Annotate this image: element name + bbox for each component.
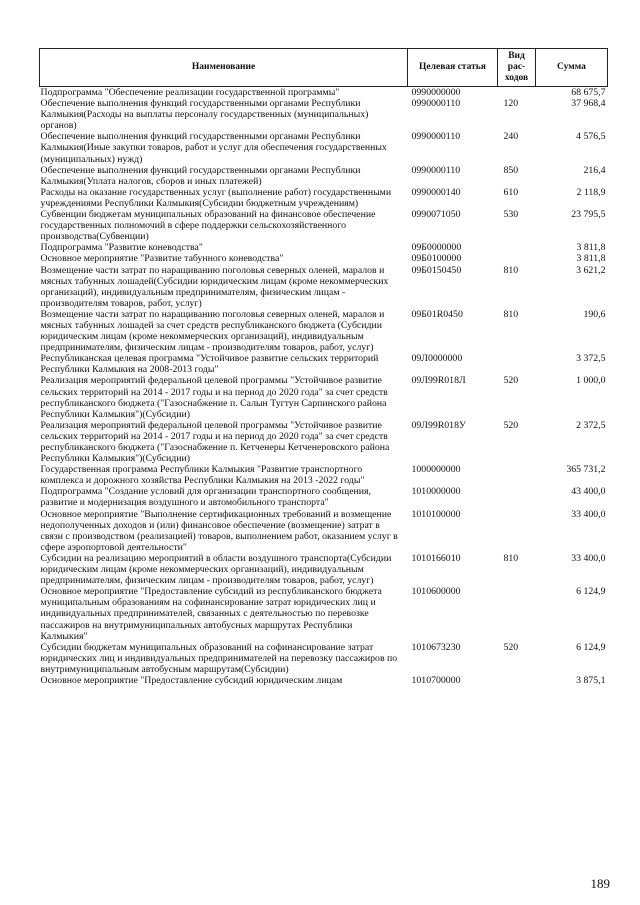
row-sum: 216,4 [583,164,606,176]
row-code: 1000000000 [411,464,461,476]
table-row [40,353,608,375]
row-type: 810 [503,552,519,564]
row-sum: 3 811,8 [576,253,606,265]
row-code: 0990071050 [411,209,461,221]
table-row [40,98,608,131]
row-type [498,464,536,486]
row-name: Основное мероприятие "Предоставление субсидий из республиканского бюджета муниципальным образованиям на софинансирование затрат юридических лиц и индивидуальных предпринимателей, связанных с деятельностью по перевозке пассажиров на внутримуниципальных автобусных маршрутах Республики Калмыкия" [40,586,382,642]
row-sum: 6 124,9 [576,641,606,653]
row-type [498,509,536,553]
table-row [40,165,608,187]
row-sum: 68 675,7 [536,87,608,99]
row-code: 1010100000 [411,508,461,520]
header-name: Наименование [40,49,408,87]
row-name: Подпрограмма "Создание условий для организации транспортного сообщения, развитие и модернизация воздушного и автомобильного транспорта" [40,486,371,509]
row-name: Основное мероприятие "Развитие табунного коневодства" [40,253,284,265]
row-sum: 3 621,2 [576,264,606,276]
row-sum: 33 400,0 [571,508,606,520]
document-page [39,48,607,686]
row-code: 1010700000 [411,674,461,686]
row-sum: 3 372,5 [576,353,606,365]
table-row [40,242,608,253]
row-sum: 2 372,5 [576,419,606,431]
row-sum: 365 731,2 [566,464,606,476]
row-code: 09Б0000000 [411,242,462,254]
row-sum: 37 968,4 [571,98,606,110]
row-name: Обеспечение выполнения функций государственными органами Республики Калмыкия(Иные закупки товаров, работ и услуг для обеспечения государственных (муниципальных) нужд) [40,131,387,165]
row-code: 1010600000 [411,586,461,598]
row-type [498,353,536,375]
row-code: 0990000110 [411,131,461,143]
table-row [40,187,608,209]
table-row [40,253,608,264]
page-number: 189 [590,876,610,891]
row-sum: 6 124,9 [576,586,606,598]
row-name: Основное мероприятие "Предоставление субсидий юридическим лицам [40,674,343,686]
row-name: Субсидии бюджетам муниципальных образований на софинансирование затрат юридических лиц и индивидуальных предпринимателей на перевозку пассажиров по внутримуниципальным автобусным маршрутам(Субсидии) [40,641,398,675]
row-name: Обеспечение выполнения функций государственными органами Республики Калмыкия(Расходы на выплаты персоналу государственных (муниципальных) органов) [40,98,369,132]
row-type [498,87,536,99]
header-type: Вид рас-ходов [498,49,536,87]
row-type: 610 [503,186,519,198]
row-type [498,675,536,686]
row-sum: 3 811,8 [576,242,606,254]
table-row [40,375,608,419]
row-code: 09Л99R018Л [411,375,466,387]
row-name: Основное мероприятие "Выполнение сертификационных требований и возмещение недополученных доходов и (или) финансовое обеспечение (возмещение) затрат в связи с производством (реализацией) товаров, выполнением работ, оказанием услуг в сфере аэропортовой деятельности" [40,508,398,553]
row-name: Республиканская целевая программа "Устойчивое развитие сельских территорий Республики Калмыкия на 2008-2013 годы" [40,353,379,376]
row-name: Возмещение части затрат по наращиванию поголовья северных оленей, маралов и мясных табунных лошадей за счет средств республиканского бюджета (Субсидии юридическим лицам (кроме некоммерческих организаций), индивидуальным предпринимателям, физическим лицам - производителям товаров, работ, услуг) [40,308,385,354]
row-type: 240 [503,131,519,143]
row-sum: 3 875,1 [576,674,606,686]
table-row [40,131,608,164]
table-row [40,265,608,309]
table-row [40,87,608,99]
row-name: Возмещение части затрат по наращиванию поголовья северных оленей, маралов и мясных табунных лошадей(Субсидии юридическим лицам (кроме некоммерческих организаций), индивидуальным предпринимателям, физическим лицам - производителям товаров, работ, услуг) [40,264,389,309]
table-row [40,509,608,553]
row-sum: 1 000,0 [576,375,606,387]
row-name: Субвенции бюджетам муниципальных образований на финансовое обеспечение государственных полномочий в сфере поддержки сельскохозяйственного производства(Субвенции) [40,209,376,243]
row-name: Субсидии на реализацию мероприятий в области воздушного транспорта(Субсидии юридическим лицам (кроме некоммерческих организаций), индивидуальным предпринимателям, физическим лицам - производителям товаров, работ, услуг) [40,552,392,587]
row-type: 810 [503,264,519,276]
table-header [40,49,608,87]
budget-table [39,48,608,686]
row-code: 09Б0100000 [411,253,462,265]
row-type [498,242,536,253]
header-code: Целевая статья [408,49,498,87]
row-type: 850 [503,164,519,176]
row-code: 1010000000 [411,486,461,498]
row-type: 810 [503,308,519,320]
row-code: 09Л0000000 [411,353,463,365]
row-sum: 43 400,0 [571,486,606,498]
row-code: 0990000110 [411,164,461,176]
row-sum: 4 576,5 [576,131,606,143]
table-body [40,87,608,687]
row-sum: 33 400,0 [571,552,606,564]
row-code: 0990000110 [411,98,461,110]
table-row [40,642,608,675]
row-type: 520 [503,641,519,653]
row-sum: 2 118,9 [576,186,606,198]
row-name: Государственная программа Республики Калмыкия "Развитие транспортного комплекса и дорожного хозяйства Республики Калмыкия на 2013 -2022 годы" [40,464,365,487]
row-name: Подпрограмма "Развитие коневодства" [40,242,203,254]
table-row [40,464,608,486]
row-type: 530 [503,209,519,221]
row-type: 120 [503,98,519,110]
row-code: 1010673230 [411,641,461,653]
table-row [40,586,608,641]
table-row [40,309,608,353]
row-name: Реализация мероприятий федеральной целевой программы "Устойчивое развитие сельских территорий на 2014 - 2017 годы и на период до 2020 года" за счет средств республиканского бюджета ("Газоснабжение п. Кетченеры Кетченеровского района Республики Калмыкия")(Субсидии) [40,419,390,465]
row-code: 0990000000 [408,87,498,99]
row-code: 0990000140 [411,186,461,198]
table-row [40,675,608,686]
row-code: 09Л99R018У [411,419,466,431]
table-row [40,420,608,464]
row-code: 09Б01R0450 [411,308,463,320]
row-sum: 190,6 [583,308,606,320]
row-name: Расходы на оказание государственных услуг (выполнение работ) государственными учреждениями Республики Калмыкия(Субсидии бюджетным учреждениям) [40,186,392,209]
row-code: 09Б0150450 [411,264,462,276]
row-type [498,253,536,264]
table-row [40,553,608,586]
row-type [498,586,536,641]
row-code: 1010166010 [411,552,461,564]
row-name: Обеспечение выполнения функций государственными органами Республики Калмыкия(Уплата налогов, сборов и иных платежей) [40,164,361,187]
row-type [498,486,536,508]
row-sum: 23 795,5 [571,209,606,221]
table-row [40,209,608,242]
header-sum: Сумма [536,49,608,87]
row-name: Реализация мероприятий федеральной целевой программы "Устойчивое развитие сельских территорий на 2014 - 2017 годы и на период до 2020 года" за счет средств республиканского бюджета ("Газоснабжение п. Салын Тугтун Сарпинского района Республики Калмыкия")(Субсидии) [40,375,388,420]
row-type: 520 [503,419,519,431]
row-type: 520 [503,375,519,387]
row-name: Подпрограмма "Обеспечение реализации государственной программы" [40,87,408,99]
table-row [40,486,608,508]
